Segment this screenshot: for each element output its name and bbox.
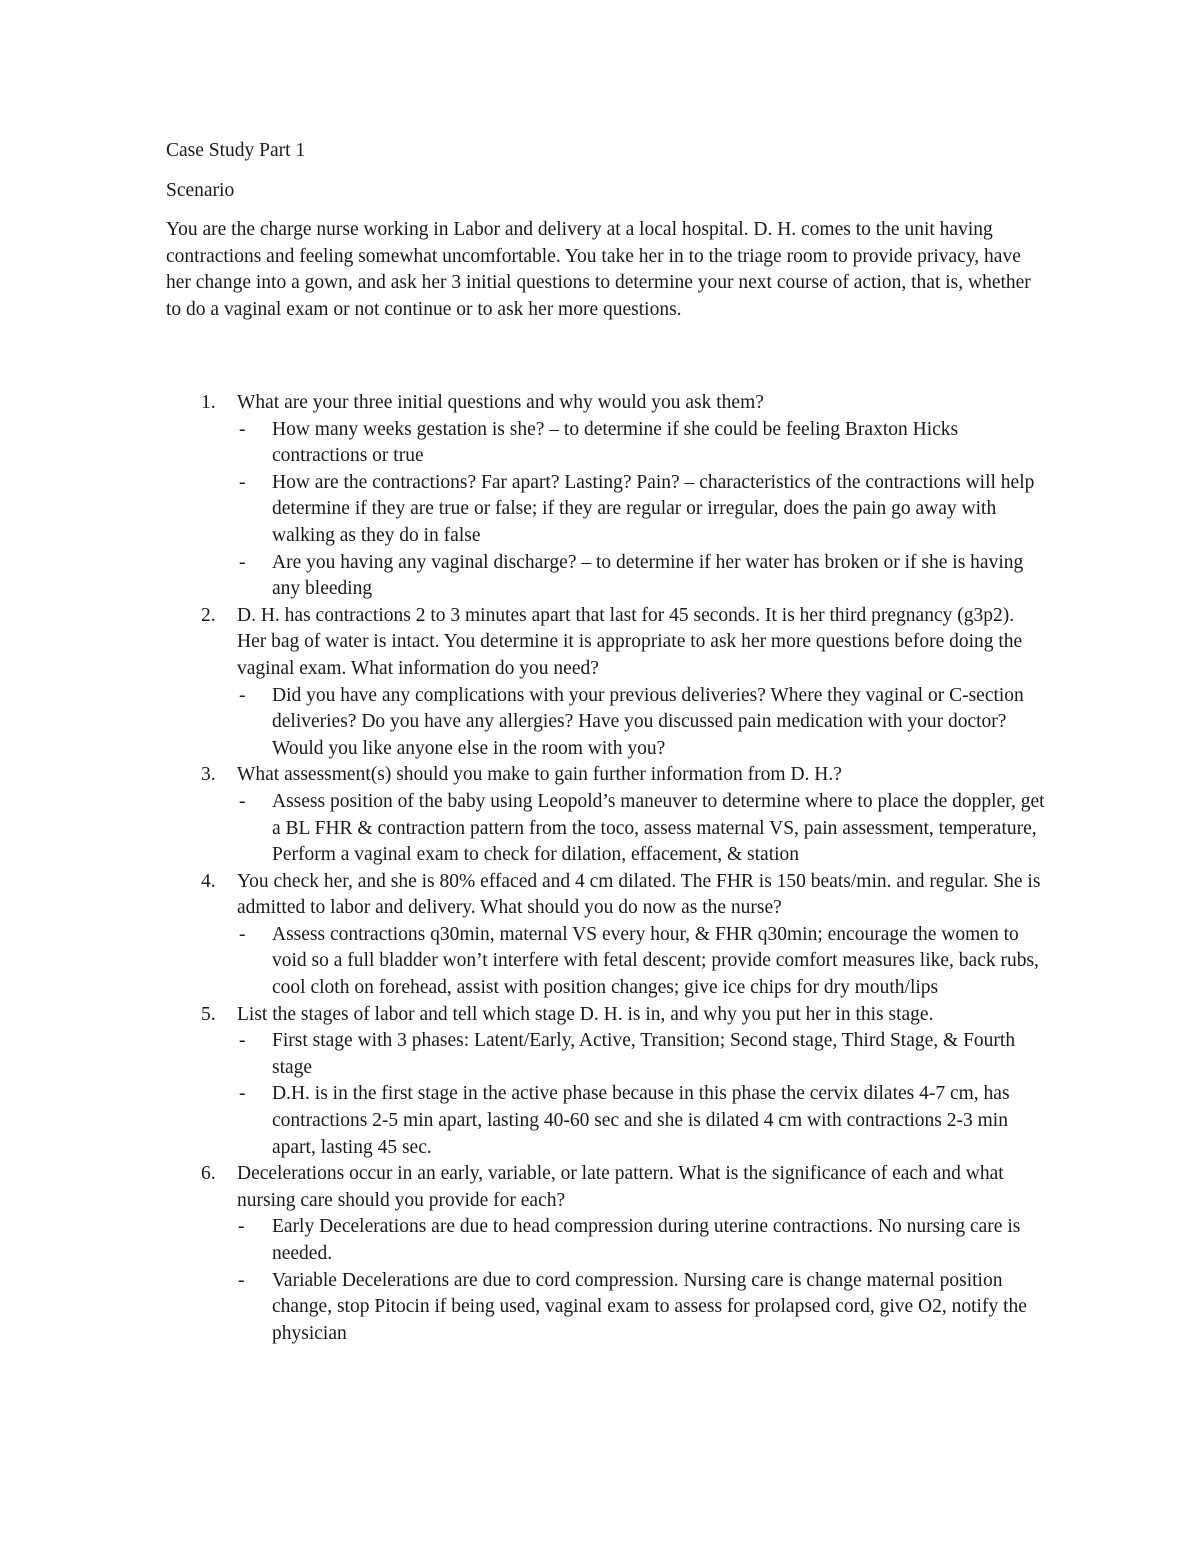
dash-bullet: - bbox=[239, 684, 246, 706]
answer-item bbox=[237, 922, 1046, 1002]
question-item-6 bbox=[166, 1161, 1046, 1347]
dash-bullet: - bbox=[239, 790, 246, 812]
dash-bullet: - bbox=[239, 551, 246, 573]
question-number: 4. bbox=[201, 870, 216, 892]
question-item-2 bbox=[166, 603, 1046, 763]
answer-text: First stage with 3 phases: Latent/Early, Active, Transition; Second stage, Third Stage, & Fourth stage bbox=[272, 1030, 1016, 1078]
answer-item bbox=[201, 1268, 1046, 1348]
answer-text: Are you having any vaginal discharge? – to determine if her water has broken or if she is having any bleeding bbox=[272, 551, 1024, 600]
answer-text: Assess contractions q30min, maternal VS every hour, & FHR q30min; encourage the women to void so a full bladder won’t interfere with fetal descent; provide comfort measures like, back rubs, cool cloth on forehead, assist with position changes; give ice chips for dry mouth/lips bbox=[272, 923, 1039, 999]
answer-item bbox=[237, 683, 1046, 763]
answer-item bbox=[237, 1081, 1046, 1161]
answer-list bbox=[237, 417, 1046, 603]
answer-item bbox=[237, 550, 1046, 603]
answer-item bbox=[237, 789, 1046, 869]
page-title: Case Study Part 1 bbox=[166, 140, 306, 161]
answer-item bbox=[201, 1214, 1046, 1267]
question-number: 1. bbox=[201, 392, 216, 413]
dash-bullet: - bbox=[238, 1269, 245, 1291]
question-item-3 bbox=[166, 762, 1046, 868]
answer-list bbox=[237, 922, 1046, 1002]
scenario-paragraph: You are the charge nurse working in Labor and delivery at a local hospital. D. H. comes to the unit having contractions and feeling somewhat uncomfortable. You take her in to the triage room to provide privacy, have her change into a gown, and ask her 3 initial questions to determine your next course of action, that is, whether to do a vaginal exam or not continue or to ask her more questions. bbox=[166, 219, 1031, 320]
answer-text: How are the contractions? Far apart? Lasting? Pain? – characteristics of the contractions will help determine if they are true or false; if they are regular or irregular, does the pain go away with walking as they do in false bbox=[272, 471, 1035, 546]
dash-bullet: - bbox=[239, 471, 246, 493]
answer-item bbox=[237, 1028, 1046, 1081]
question-item-5 bbox=[166, 1002, 1046, 1162]
question-text: What assessment(s) should you make to gain further information from D. H.? bbox=[237, 764, 842, 786]
answer-item bbox=[237, 470, 1046, 550]
answer-text: Early Decelerations are due to head compression during uterine contractions. No nursing care is needed. bbox=[272, 1216, 1021, 1264]
answer-text: Assess position of the baby using Leopold’s maneuver to determine where to place the doppler, get a BL FHR & contraction pattern from the toco, assess maternal VS, pain assessment, temperature, Perform a vaginal exam to check for dilation, effacement, & station bbox=[272, 790, 1045, 866]
question-number: 6. bbox=[201, 1163, 216, 1185]
question-number: 3. bbox=[201, 764, 216, 786]
dash-bullet: - bbox=[238, 1216, 245, 1238]
answer-list bbox=[237, 1214, 1046, 1347]
answer-item bbox=[237, 417, 1046, 470]
question-text: List the stages of labor and tell which stage D. H. is in, and why you put her in this stage. bbox=[237, 1003, 934, 1025]
question-number: 2. bbox=[201, 604, 216, 626]
question-number: 5. bbox=[201, 1003, 216, 1025]
answer-text: Variable Decelerations are due to cord compression. Nursing care is change maternal position change, stop Pitocin if being used, vaginal exam to assess for prolapsed cord, give O2, notify the physician bbox=[272, 1269, 1027, 1344]
question-list bbox=[166, 390, 1046, 1347]
answer-text: How many weeks gestation is she? – to determine if she could be feeling Braxton Hicks contractions or true bbox=[272, 418, 959, 467]
question-item-4 bbox=[166, 869, 1046, 1002]
answer-list bbox=[237, 789, 1046, 869]
dash-bullet: - bbox=[239, 923, 246, 945]
dash-bullet: - bbox=[239, 1083, 246, 1105]
question-text: Decelerations occur in an early, variable, or late pattern. What is the significance of each and what nursing care should you provide for each? bbox=[237, 1163, 1004, 1211]
answer-text: Did you have any complications with your previous deliveries? Where they vaginal or C-section deliveries? Do you have any allergies? Have you discussed pain medication with your doctor? Would you like anyone else in the room with you? bbox=[272, 684, 1024, 759]
answer-list bbox=[237, 683, 1046, 763]
dash-bullet: - bbox=[239, 1030, 246, 1052]
document-page bbox=[166, 138, 1046, 1344]
question-text: You check her, and she is 80% effaced and 4 cm dilated. The FHR is 150 beats/min. and regular. She is admitted to labor and delivery. What should you do now as the nurse? bbox=[237, 870, 1041, 919]
question-text: D. H. has contractions 2 to 3 minutes apart that last for 45 seconds. It is her third pregnancy (g3p2). Her bag of water is intact. You determine it is appropriate to ask her more questions before doing the vaginal exam. What information do you need? bbox=[237, 604, 1023, 679]
dash-bullet: - bbox=[239, 418, 246, 440]
answer-text: D.H. is in the first stage in the active phase because in this phase the cervix dilates 4-7 cm, has contractions 2-5 min apart, lasting 40-60 sec and she is dilated 4 cm with contractions 2-3 min apart, lasting 45 sec. bbox=[272, 1083, 1010, 1158]
section-heading-scenario: Scenario bbox=[166, 179, 235, 201]
question-item-1 bbox=[166, 390, 1046, 603]
question-text: What are your three initial questions and why would you ask them? bbox=[237, 392, 764, 413]
answer-list bbox=[237, 1028, 1046, 1161]
